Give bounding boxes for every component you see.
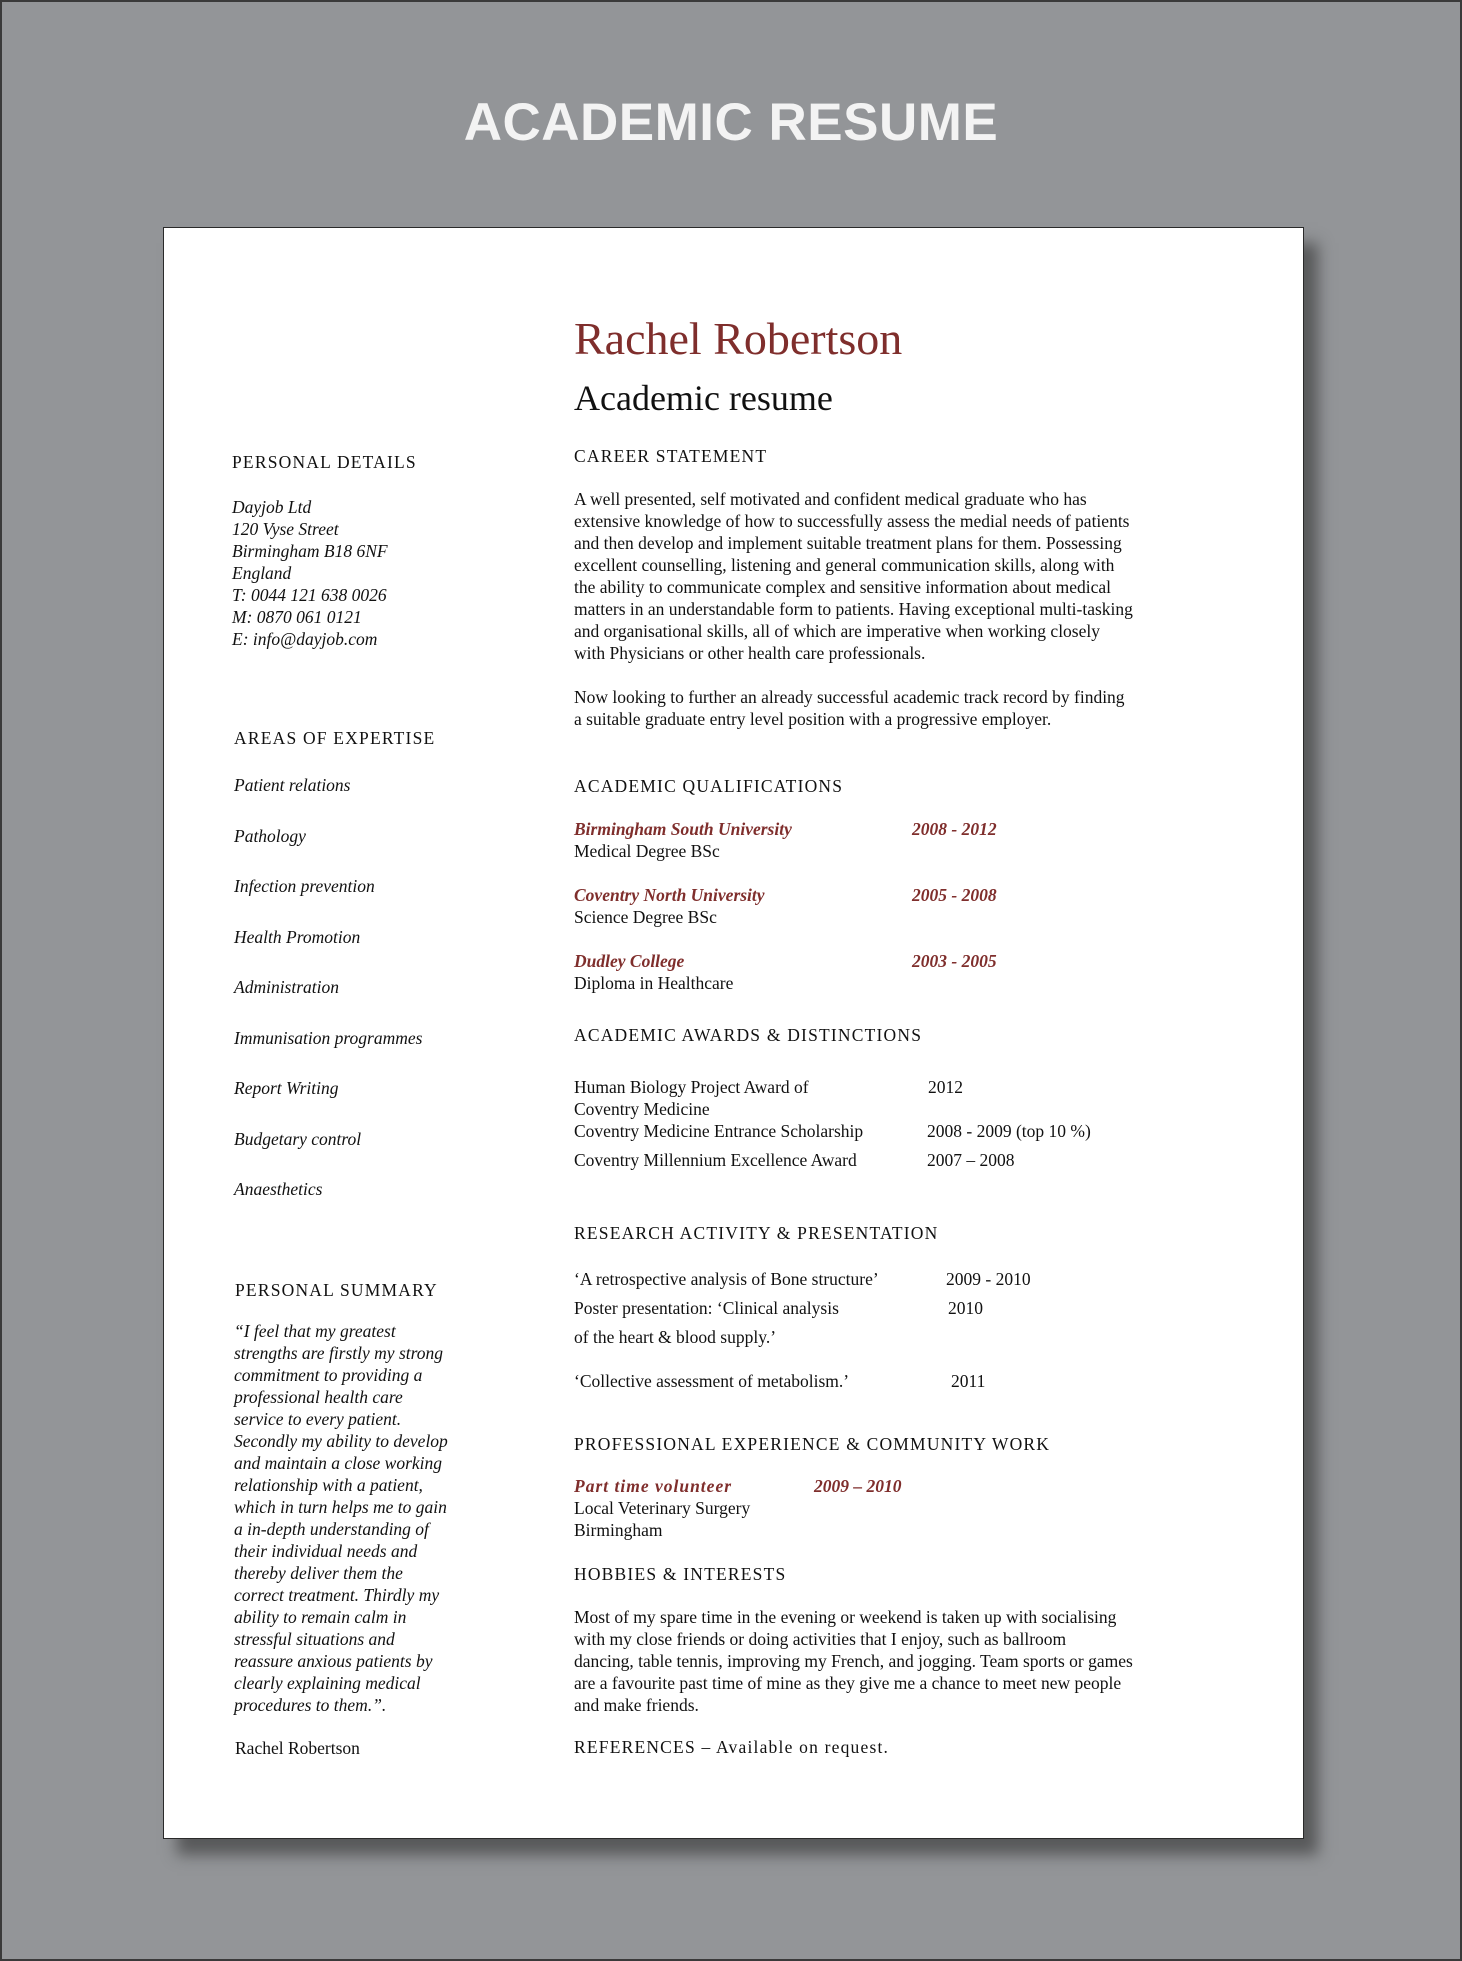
summary-line: strengths are firstly my strong bbox=[234, 1343, 444, 1363]
summary-line: a in-depth understanding of bbox=[234, 1519, 429, 1539]
degree-name: Medical Degree BSc bbox=[574, 841, 720, 861]
personal-details-heading: PERSONAL DETAILS bbox=[232, 452, 417, 472]
summary-line: Secondly my ability to develop bbox=[234, 1431, 448, 1451]
award-year: 2007 – 2008 bbox=[927, 1150, 1015, 1170]
degree-name: Diploma in Healthcare bbox=[574, 973, 734, 993]
qualification-item bbox=[574, 818, 1174, 884]
career-line: a suitable graduate entry level position with a progressive employer. bbox=[574, 709, 1052, 729]
experience-years: 2009 – 2010 bbox=[814, 1476, 902, 1496]
summary-line: reassure anxious patients by bbox=[234, 1651, 433, 1671]
personal-details bbox=[232, 496, 388, 650]
summary-line: clearly explaining medical bbox=[234, 1673, 421, 1693]
research-year: 2011 bbox=[951, 1371, 986, 1391]
summary-line: procedures to them.”. bbox=[234, 1695, 387, 1715]
summary-line: and maintain a close working bbox=[234, 1453, 443, 1473]
research-row bbox=[574, 1297, 1194, 1326]
research-row bbox=[574, 1268, 1194, 1297]
career-line: matters in an understandable form to patients. Having exceptional multi-tasking bbox=[574, 599, 1133, 619]
resume-subtitle: Academic resume bbox=[574, 378, 833, 418]
research-title: of the heart & blood supply.’ bbox=[574, 1327, 777, 1347]
research-heading: RESEARCH ACTIVITY & PRESENTATION bbox=[574, 1223, 939, 1243]
awards-list bbox=[574, 1076, 1194, 1171]
qualification-years: 2003 - 2005 bbox=[912, 951, 997, 971]
detail-line: 120 Vyse Street bbox=[232, 519, 339, 539]
references-line: REFERENCES – Available on request. bbox=[574, 1737, 890, 1757]
summary-line: relationship with a patient, bbox=[234, 1475, 423, 1495]
research-title: ‘A retrospective analysis of Bone structure’ bbox=[574, 1269, 879, 1289]
summary-line: ability to remain calm in bbox=[234, 1607, 407, 1627]
research-title: ‘Collective assessment of metabolism.’ bbox=[574, 1371, 850, 1391]
career-statement-heading: CAREER STATEMENT bbox=[574, 446, 768, 466]
career-line: A well presented, self motivated and confident medical graduate who has bbox=[574, 489, 1087, 509]
detail-line: T: 0044 121 638 0026 bbox=[232, 585, 387, 605]
expertise-heading: AREAS OF EXPERTISE bbox=[234, 728, 436, 748]
hobbies-line: with my close friends or doing activities that I enjoy, such as ballroom bbox=[574, 1629, 1067, 1649]
career-line: and organisational skills, all of which are imperative when working closely bbox=[574, 621, 1100, 641]
career-line: with Physicians or other health care professionals. bbox=[574, 643, 926, 663]
institution-name: Coventry North University bbox=[574, 885, 765, 905]
expertise-item: Health Promotion bbox=[234, 926, 361, 947]
personal-summary-heading: PERSONAL SUMMARY bbox=[235, 1280, 438, 1300]
detail-line: Birmingham B18 6NF bbox=[232, 541, 388, 561]
qualification-years: 2005 - 2008 bbox=[912, 885, 997, 905]
expertise-item: Pathology bbox=[234, 825, 306, 846]
hobbies-heading: HOBBIES & INTERESTS bbox=[574, 1564, 787, 1584]
career-line: extensive knowledge of how to successfully assess the medial needs of patients bbox=[574, 511, 1130, 531]
career-line: Now looking to further an already successful academic track record by finding bbox=[574, 687, 1125, 707]
experience-title-row bbox=[574, 1475, 1174, 1497]
research-year: 2009 - 2010 bbox=[946, 1269, 1031, 1289]
career-statement-para1 bbox=[574, 488, 1224, 664]
research-year: 2010 bbox=[948, 1298, 983, 1318]
summary-line: which in turn helps me to gain bbox=[234, 1497, 447, 1517]
experience-heading: PROFESSIONAL EXPERIENCE & COMMUNITY WORK bbox=[574, 1434, 1051, 1454]
candidate-name: Rachel Robertson bbox=[574, 313, 903, 364]
award-year: 2008 - 2009 (top 10 %) bbox=[927, 1121, 1091, 1141]
qualifications-heading: ACADEMIC QUALIFICATIONS bbox=[574, 776, 844, 796]
award-year: 2012 bbox=[928, 1077, 963, 1097]
research-row bbox=[574, 1326, 1194, 1370]
summary-line: correct treatment. Thirdly my bbox=[234, 1585, 440, 1605]
career-line: excellent counselling, listening and general communication skills, along with bbox=[574, 555, 1115, 575]
award-row bbox=[574, 1076, 1194, 1098]
qualification-item bbox=[574, 884, 1174, 950]
detail-line: Dayjob Ltd bbox=[232, 497, 312, 517]
award-title: Human Biology Project Award of bbox=[574, 1077, 809, 1097]
hobbies-line: dancing, table tennis, improving my French, and jogging. Team sports or games bbox=[574, 1651, 1133, 1671]
summary-line: “I feel that my greatest bbox=[234, 1321, 396, 1341]
detail-line: M: 0870 061 0121 bbox=[232, 607, 362, 627]
research-title: Poster presentation: ‘Clinical analysis bbox=[574, 1298, 839, 1318]
summary-line: thereby deliver them the bbox=[234, 1563, 403, 1583]
summary-line: professional health care bbox=[234, 1387, 403, 1407]
award-title: Coventry Medicine bbox=[574, 1099, 710, 1119]
awards-heading: ACADEMIC AWARDS & DISTINCTIONS bbox=[574, 1025, 923, 1045]
summary-line: commitment to providing a bbox=[234, 1365, 423, 1385]
hobbies-line: and make friends. bbox=[574, 1695, 699, 1715]
research-row bbox=[574, 1370, 1194, 1392]
experience-line: Birmingham bbox=[574, 1520, 663, 1540]
experience-line: Local Veterinary Surgery bbox=[574, 1498, 751, 1518]
expertise-item: Administration bbox=[234, 977, 340, 997]
summary-line: stressful situations and bbox=[234, 1629, 395, 1649]
award-title: Coventry Millennium Excellence Award bbox=[574, 1150, 857, 1170]
qualification-item bbox=[574, 950, 1174, 1016]
expertise-item: Immunisation programmes bbox=[234, 1027, 423, 1048]
research-list bbox=[574, 1268, 1194, 1392]
summary-signature: Rachel Robertson bbox=[235, 1738, 360, 1758]
award-title: Coventry Medicine Entrance Scholarship bbox=[574, 1121, 864, 1141]
experience-block bbox=[574, 1475, 1174, 1541]
hobbies-line: are a favourite past time of mine as they give me a chance to meet new people bbox=[574, 1673, 1122, 1693]
detail-line: E: info@dayjob.com bbox=[232, 629, 378, 649]
career-line: and then develop and implement suitable treatment plans for them. Possessing bbox=[574, 533, 1122, 553]
qualifications-list bbox=[574, 818, 1174, 1016]
resume-page bbox=[163, 227, 1304, 1839]
expertise-item: Budgetary control bbox=[234, 1128, 362, 1149]
hobbies-line: Most of my spare time in the evening or weekend is taken up with socialising bbox=[574, 1607, 1117, 1627]
award-row bbox=[574, 1120, 1194, 1149]
qualification-years: 2008 - 2012 bbox=[912, 819, 997, 839]
institution-name: Dudley College bbox=[574, 951, 685, 971]
expertise-item: Infection prevention bbox=[234, 876, 375, 896]
experience-role: Part time volunteer bbox=[574, 1476, 733, 1496]
detail-line: England bbox=[232, 563, 292, 583]
banner-title: ACADEMIC RESUME bbox=[463, 93, 999, 152]
career-line: the ability to communicate complex and sensitive information about medical bbox=[574, 577, 1112, 597]
personal-summary-text bbox=[234, 1320, 484, 1716]
summary-line: their individual needs and bbox=[234, 1541, 418, 1561]
summary-line: service to every patient. bbox=[234, 1409, 402, 1429]
expertise-item: Anaesthetics bbox=[234, 1179, 323, 1199]
institution-name: Birmingham South University bbox=[574, 819, 792, 839]
career-statement-para2 bbox=[574, 686, 1224, 730]
expertise-list bbox=[234, 774, 422, 1229]
expertise-item: Report Writing bbox=[234, 1078, 339, 1098]
award-row bbox=[574, 1098, 1194, 1120]
award-row bbox=[574, 1149, 1194, 1171]
expertise-item: Patient relations bbox=[234, 775, 351, 795]
hobbies-text bbox=[574, 1606, 1224, 1716]
degree-name: Science Degree BSc bbox=[574, 907, 717, 927]
